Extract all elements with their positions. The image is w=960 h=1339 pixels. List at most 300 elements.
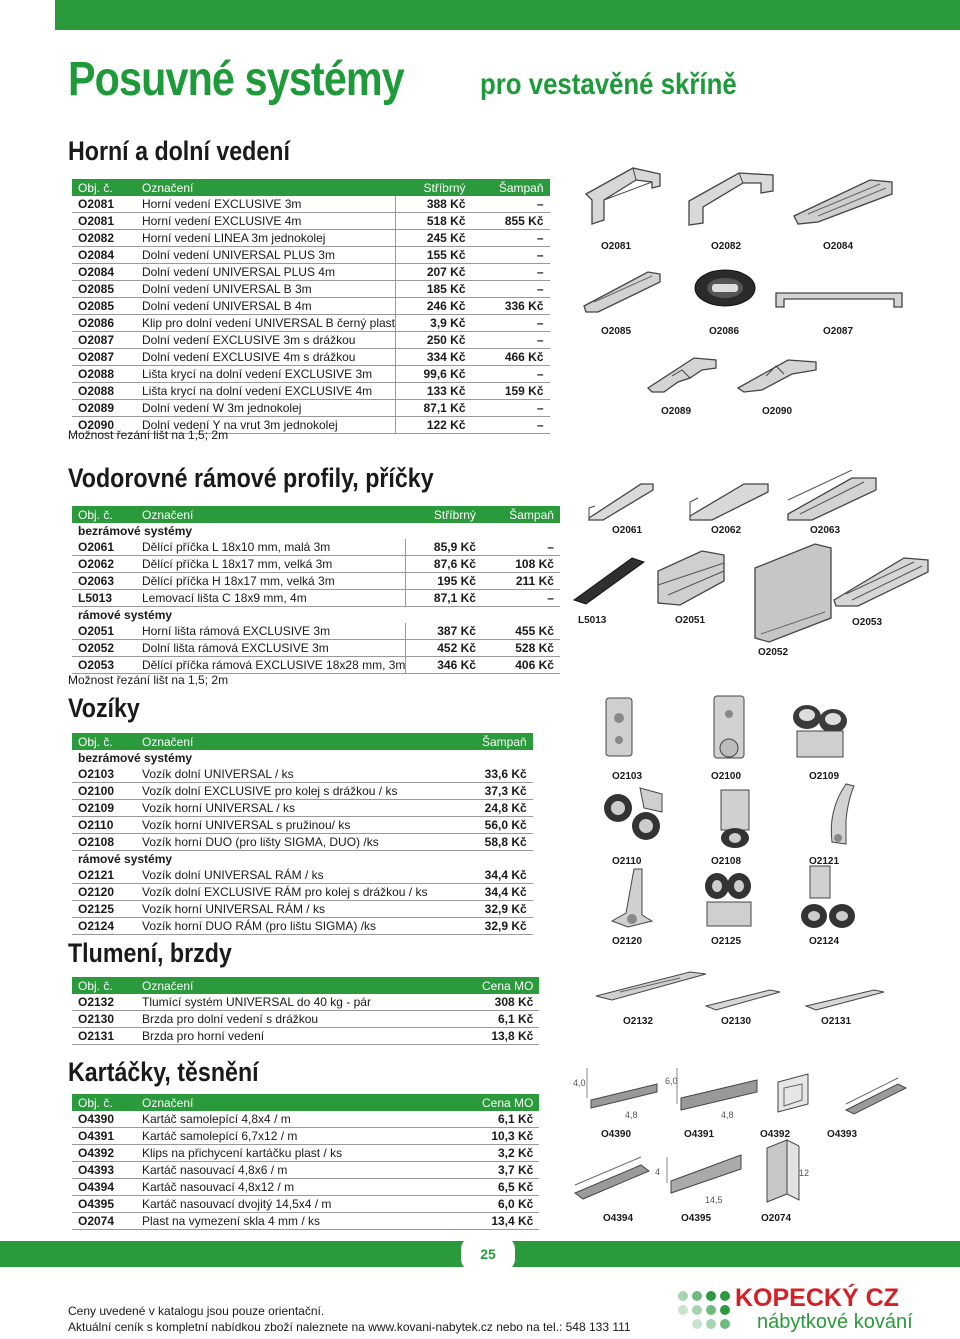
product-name: Dolní vedení EXCLUSIVE 4m s drážkou — [136, 349, 396, 366]
product-price: 406 Kč — [482, 657, 560, 674]
table-row — [72, 1111, 539, 1128]
product-image-O2121 — [810, 780, 865, 855]
guides-table — [72, 179, 550, 434]
profiles-table — [72, 506, 560, 674]
product-price: – — [482, 590, 560, 607]
product-code: O2085 — [72, 281, 136, 298]
product-code: O2063 — [72, 573, 136, 590]
product-name: Vozík horní UNIVERSAL RÁM / ks — [136, 901, 476, 918]
product-label: O2090 — [762, 406, 793, 417]
product-code: O2087 — [72, 332, 136, 349]
product-price: 6,0 Kč — [476, 1196, 539, 1213]
product-price: 387 Kč — [406, 623, 482, 640]
table-row — [72, 623, 560, 640]
product-price: 336 Kč — [472, 298, 550, 315]
product-price: 3,9 Kč — [396, 315, 472, 332]
product-label: O2084 — [823, 241, 854, 252]
product-price: 466 Kč — [472, 349, 550, 366]
product-label: O2132 — [623, 1016, 654, 1027]
column-header: Šampaň — [472, 179, 550, 196]
product-price: 6,1 Kč — [476, 1111, 539, 1128]
group-label: rámové systémy — [78, 608, 173, 622]
column-header: Označení — [136, 733, 476, 750]
product-price: – — [472, 247, 550, 264]
product-label: O2124 — [809, 936, 840, 947]
product-name: Klips na přichycení kartáčku plast / ks — [136, 1145, 476, 1162]
carriages-table — [72, 733, 533, 935]
product-price: 308 Kč — [476, 994, 539, 1011]
brushes-table — [72, 1094, 539, 1230]
product-price: 211 Kč — [482, 573, 560, 590]
table-row — [72, 884, 533, 901]
product-image-O2087 — [772, 285, 907, 315]
product-price: 32,9 Kč — [476, 901, 533, 918]
product-name: Dělící příčka H 18x17 mm, velká 3m — [136, 573, 406, 590]
product-price: 56,0 Kč — [476, 817, 533, 834]
group-label: bezrámové systémy — [78, 524, 193, 538]
product-image-O2052 — [745, 538, 835, 646]
table-row — [72, 783, 533, 800]
product-image-O2130 — [700, 982, 785, 1014]
table-row — [72, 1011, 539, 1028]
product-price: 6,5 Kč — [476, 1179, 539, 1196]
table-row — [72, 640, 560, 657]
brand-name: KOPECKÝ CZ — [735, 1284, 899, 1312]
product-price: 32,9 Kč — [476, 918, 533, 935]
product-label: O2051 — [675, 615, 706, 626]
product-label: O4393 — [827, 1129, 858, 1140]
product-image-O2100 — [700, 686, 760, 768]
product-name: Lemovací lišta C 18x9 mm, 4m — [136, 590, 406, 607]
product-price: 13,8 Kč — [476, 1028, 539, 1045]
table-row — [72, 230, 550, 247]
product-name: Vozík horní DUO RÁM (pro lištu SIGMA) /ks — [136, 918, 476, 935]
product-image-O2051 — [650, 545, 730, 613]
table-row — [72, 1196, 539, 1213]
product-label: O2130 — [721, 1016, 752, 1027]
dimension-label: 6,0 — [665, 1076, 678, 1086]
product-price: 455 Kč — [482, 623, 560, 640]
product-price: 85,9 Kč — [406, 539, 482, 556]
group-row — [72, 851, 533, 868]
column-header: Obj. č. — [72, 733, 136, 750]
product-code: O2089 — [72, 400, 136, 417]
product-price: 24,8 Kč — [476, 800, 533, 817]
product-code: O2088 — [72, 366, 136, 383]
product-price: – — [472, 281, 550, 298]
group-row — [72, 523, 560, 539]
product-label: O2087 — [823, 326, 854, 337]
column-header: Stříbrný — [396, 179, 472, 196]
product-price: 37,3 Kč — [476, 783, 533, 800]
product-price: 518 Kč — [396, 213, 472, 230]
product-name: Horní lišta rámová EXCLUSIVE 3m — [136, 623, 406, 640]
product-price: 13,4 Kč — [476, 1213, 539, 1230]
section-heading-brushes: Kartáčky, těsnění — [68, 1057, 259, 1087]
product-label: O4390 — [601, 1129, 632, 1140]
product-code: O2120 — [72, 884, 136, 901]
product-price: – — [472, 366, 550, 383]
table-row — [72, 196, 550, 213]
product-name: Dělící příčka L 18x17 mm, velká 3m — [136, 556, 406, 573]
product-image-O2124 — [790, 862, 865, 934]
product-code: O2109 — [72, 800, 136, 817]
product-label: O4391 — [684, 1129, 715, 1140]
product-name: Dolní lišta rámová EXCLUSIVE 3m — [136, 640, 406, 657]
column-header: Obj. č. — [72, 506, 136, 523]
product-image-O2125 — [695, 862, 765, 934]
product-name: Kartáč samolepící 4,8x4 / m — [136, 1111, 476, 1128]
table-row — [72, 332, 550, 349]
product-price: 155 Kč — [396, 247, 472, 264]
product-price: 246 Kč — [396, 298, 472, 315]
product-image-O2090 — [732, 348, 822, 398]
product-name: Vozík horní DUO (pro lišty SIGMA, DUO) /ks — [136, 834, 476, 851]
product-price: 185 Kč — [396, 281, 472, 298]
product-name: Vozík dolní EXCLUSIVE pro kolej s drážkou / ks — [136, 783, 476, 800]
product-image-O2103 — [598, 688, 643, 766]
product-code: O4394 — [72, 1179, 136, 1196]
product-name: Dolní vedení UNIVERSAL PLUS 3m — [136, 247, 396, 264]
product-price: 34,4 Kč — [476, 867, 533, 884]
table-row — [72, 1128, 539, 1145]
product-image-O2108 — [705, 784, 765, 854]
product-price: – — [472, 264, 550, 281]
product-price: – — [482, 539, 560, 556]
product-price: 346 Kč — [406, 657, 482, 674]
product-price: 245 Kč — [396, 230, 472, 247]
product-name: Dělící příčka rámová EXCLUSIVE 18x28 mm, 3m — [136, 657, 406, 674]
table-row — [72, 383, 550, 400]
product-code: O2084 — [72, 247, 136, 264]
product-label: O2110 — [612, 856, 642, 867]
product-image-O4394 — [565, 1145, 655, 1207]
section-heading-profiles: Vodorovné rámové profily, příčky — [68, 463, 434, 493]
product-name: Dolní vedení UNIVERSAL B 3m — [136, 281, 396, 298]
section-heading-guides: Horní a dolní vedení — [68, 136, 290, 166]
product-name: Dolní vedení UNIVERSAL PLUS 4m — [136, 264, 396, 281]
product-code: O2131 — [72, 1028, 136, 1045]
product-image-O4393 — [838, 1068, 913, 1123]
product-price: 195 Kč — [406, 573, 482, 590]
product-label: O4392 — [760, 1129, 791, 1140]
product-name: Horní vedení EXCLUSIVE 3m — [136, 196, 396, 213]
product-name: Kartáč nasouvací 4,8x6 / m — [136, 1162, 476, 1179]
product-label: O4395 — [681, 1213, 712, 1224]
product-image-O2062 — [682, 476, 777, 526]
product-image-O2084 — [788, 172, 898, 227]
dimension-label: 4,8 — [721, 1110, 734, 1120]
table-row — [72, 994, 539, 1011]
product-name: Plast na vymezení skla 4 mm / ks — [136, 1213, 476, 1230]
product-price: – — [472, 196, 550, 213]
product-image-O2063 — [782, 470, 882, 525]
product-name: Kartáč samolepící 6,7x12 / m — [136, 1128, 476, 1145]
product-image-O2061 — [583, 478, 663, 526]
product-code: O4391 — [72, 1128, 136, 1145]
table-header — [72, 733, 533, 750]
product-price: 528 Kč — [482, 640, 560, 657]
dimension-label: 4,8 — [625, 1110, 638, 1120]
product-label: O2063 — [810, 525, 841, 536]
dimension-label: 4,0 — [573, 1078, 586, 1088]
product-code: O2132 — [72, 994, 136, 1011]
column-header: Označení — [136, 506, 406, 523]
product-code: O2124 — [72, 918, 136, 935]
product-name: Brzda pro dolní vedení s drážkou — [136, 1011, 476, 1028]
product-image-O4390 — [565, 1060, 665, 1122]
product-image-O2109 — [785, 695, 855, 765]
table-row — [72, 400, 550, 417]
product-price: 133 Kč — [396, 383, 472, 400]
table-row — [72, 315, 550, 332]
product-name: Lišta krycí na dolní vedení EXCLUSIVE 4m — [136, 383, 396, 400]
product-code: O2121 — [72, 867, 136, 884]
table-row — [72, 766, 533, 783]
product-price: 159 Kč — [472, 383, 550, 400]
table-row — [72, 867, 533, 884]
product-name: Vozík horní UNIVERSAL / ks — [136, 800, 476, 817]
product-price: 388 Kč — [396, 196, 472, 213]
product-code: O4395 — [72, 1196, 136, 1213]
product-code: O4393 — [72, 1162, 136, 1179]
product-label: O2062 — [711, 525, 742, 536]
product-name: Dolní vedení UNIVERSAL B 4m — [136, 298, 396, 315]
table-row — [72, 817, 533, 834]
group-label: rámové systémy — [78, 852, 173, 866]
product-name: Vozík dolní UNIVERSAL RÁM / ks — [136, 867, 476, 884]
product-price: – — [472, 400, 550, 417]
product-label: O2052 — [758, 647, 789, 658]
column-header: Obj. č. — [72, 977, 136, 994]
product-image-O4395 — [655, 1135, 755, 1207]
product-image-O2074 — [755, 1132, 815, 1210]
product-code: O2088 — [72, 383, 136, 400]
product-price: 34,4 Kč — [476, 884, 533, 901]
product-label: O4394 — [603, 1213, 634, 1224]
product-code: O2090 — [72, 417, 136, 434]
product-code: O2130 — [72, 1011, 136, 1028]
product-price: – — [472, 230, 550, 247]
column-header: Cena MO — [476, 1094, 539, 1111]
column-header: Obj. č. — [72, 179, 136, 196]
product-image-L5013 — [568, 552, 653, 607]
dimension-label: 14,5 — [705, 1195, 723, 1205]
product-code: L5013 — [72, 590, 136, 607]
table-row — [72, 918, 533, 935]
product-price: 334 Kč — [396, 349, 472, 366]
product-label: O2081 — [601, 241, 632, 252]
product-price: 87,1 Kč — [406, 590, 482, 607]
product-name: Kartáč nasouvací 4,8x12 / m — [136, 1179, 476, 1196]
product-label: O2103 — [612, 771, 643, 782]
product-code: O2074 — [72, 1213, 136, 1230]
product-name: Klip pro dolní vedení UNIVERSAL B černý plast — [136, 315, 396, 332]
product-label: O2061 — [612, 525, 643, 536]
table-row — [72, 247, 550, 264]
product-label: O2131 — [821, 1016, 852, 1027]
cutting-note: Možnost řezání lišt na 1,5; 2m — [68, 673, 229, 687]
footer-disclaimer: Ceny uvedené v katalogu jsou pouze orientační. — [68, 1304, 325, 1318]
product-code: O2082 — [72, 230, 136, 247]
table-row — [72, 590, 560, 607]
table-header — [72, 506, 560, 523]
page-title: Posuvné systémy pro vestavěné skříně — [68, 53, 737, 106]
product-price: – — [472, 417, 550, 434]
product-price: 3,2 Kč — [476, 1145, 539, 1162]
product-label: O2108 — [711, 856, 742, 867]
column-header: Označení — [136, 1094, 476, 1111]
product-label: O2121 — [809, 856, 840, 867]
product-label: L5013 — [578, 615, 607, 626]
product-image-O2085 — [578, 262, 668, 317]
table-row — [72, 573, 560, 590]
column-header: Označení — [136, 977, 476, 994]
product-image-O2120 — [604, 865, 659, 935]
product-name: Dolní vedení W 3m jednokolej — [136, 400, 396, 417]
product-code: O2100 — [72, 783, 136, 800]
product-image-O2132 — [590, 966, 710, 1006]
product-code: O2062 — [72, 556, 136, 573]
table-row — [72, 1028, 539, 1045]
product-name: Dělící příčka L 18x10 mm, malá 3m — [136, 539, 406, 556]
product-price: 855 Kč — [472, 213, 550, 230]
product-image-O2110 — [600, 782, 670, 854]
product-price: 10,3 Kč — [476, 1128, 539, 1145]
product-name: Vozík dolní UNIVERSAL / ks — [136, 766, 476, 783]
product-label: O2074 — [761, 1213, 792, 1224]
product-price: 207 Kč — [396, 264, 472, 281]
table-row — [72, 1145, 539, 1162]
product-name: Vozík dolní EXCLUSIVE RÁM pro kolej s drážkou / ks — [136, 884, 476, 901]
cutting-note: Možnost řezání lišt na 1,5; 2m — [68, 428, 229, 442]
product-image-O4391 — [665, 1060, 765, 1122]
product-name: Brzda pro horní vedení — [136, 1028, 476, 1045]
table-row — [72, 556, 560, 573]
product-code: O2110 — [72, 817, 136, 834]
product-label: O2085 — [601, 326, 632, 337]
product-name: Kartáč nasouvací dvojitý 14,5x4 / m — [136, 1196, 476, 1213]
product-code: O2084 — [72, 264, 136, 281]
product-price: 33,6 Kč — [476, 766, 533, 783]
product-name: Horní vedení LINEA 3m jednokolej — [136, 230, 396, 247]
product-code: O2086 — [72, 315, 136, 332]
product-price: 3,7 Kč — [476, 1162, 539, 1179]
product-name: Tlumící systém UNIVERSAL do 40 kg - pár — [136, 994, 476, 1011]
brand-tagline: nábytkové kování — [757, 1311, 913, 1333]
product-code: O2052 — [72, 640, 136, 657]
product-code: O2081 — [72, 213, 136, 230]
product-code: O4392 — [72, 1145, 136, 1162]
column-header: Cena MO — [476, 977, 539, 994]
product-label: O2082 — [711, 241, 742, 252]
product-label: O2109 — [809, 771, 840, 782]
section-heading-carriages: Vozíky — [68, 693, 140, 723]
product-label: O2120 — [612, 936, 643, 947]
product-label: O2053 — [852, 617, 883, 628]
product-code: O2051 — [72, 623, 136, 640]
table-header — [72, 1094, 539, 1111]
table-row — [72, 264, 550, 281]
product-price: – — [472, 332, 550, 349]
dimension-label: 4 — [655, 1167, 661, 1177]
column-header: Šampaň — [476, 733, 533, 750]
product-code: O2125 — [72, 901, 136, 918]
product-name: Dolní vedení Y na vrut 3m jednokolej — [136, 417, 396, 434]
product-name: Vozík horní UNIVERSAL s pružinou/ ks — [136, 817, 476, 834]
product-price: 250 Kč — [396, 332, 472, 349]
product-name: Lišta krycí na dolní vedení EXCLUSIVE 3m — [136, 366, 396, 383]
product-image-O2053 — [828, 548, 933, 608]
product-price: 122 Kč — [396, 417, 472, 434]
product-image-O4392 — [768, 1068, 828, 1123]
product-code: O2103 — [72, 766, 136, 783]
table-row — [72, 1162, 539, 1179]
product-code: O2061 — [72, 539, 136, 556]
product-price: 452 Kč — [406, 640, 482, 657]
column-header: Šampaň — [482, 506, 560, 523]
group-row — [72, 607, 560, 624]
section-heading-dampers: Tlumení, brzdy — [68, 938, 232, 968]
product-image-O2086 — [690, 262, 760, 310]
product-code: O2053 — [72, 657, 136, 674]
table-header — [72, 977, 539, 994]
dampers-table — [72, 977, 539, 1045]
page-subtitle: pro vestavěné skříně — [480, 68, 737, 101]
table-row — [72, 901, 533, 918]
product-label: O2100 — [711, 771, 742, 782]
product-price: 99,6 Kč — [396, 366, 472, 383]
column-header: Označení — [136, 179, 396, 196]
product-code: O4390 — [72, 1111, 136, 1128]
product-code: O2085 — [72, 298, 136, 315]
product-price: 87,6 Kč — [406, 556, 482, 573]
table-row — [72, 349, 550, 366]
group-row — [72, 750, 533, 766]
product-label: O2086 — [709, 326, 740, 337]
logo-dots-icon — [675, 1288, 735, 1332]
product-image-O2089 — [642, 348, 722, 398]
product-image-O2082 — [683, 165, 778, 230]
table-row — [72, 1179, 539, 1196]
dimension-label: 12 — [799, 1168, 810, 1178]
table-row — [72, 800, 533, 817]
product-price: 58,8 Kč — [476, 834, 533, 851]
page-number: 25 — [461, 1237, 515, 1271]
column-header: Stříbrný — [406, 506, 482, 523]
product-image-O2131 — [800, 982, 890, 1014]
group-label: bezrámové systémy — [78, 751, 193, 765]
product-price: 87,1 Kč — [396, 400, 472, 417]
table-row — [72, 539, 560, 556]
product-code: O2087 — [72, 349, 136, 366]
footer-contact: Aktuální ceník s kompletní nabídkou zboží naleznete na www.kovani-nabytek.cz nebo na tel.: 548 133 111 — [68, 1320, 631, 1334]
product-name: Horní vedení EXCLUSIVE 4m — [136, 213, 396, 230]
product-image-O2081 — [578, 160, 668, 230]
product-label: O2089 — [661, 406, 692, 417]
product-price: 108 Kč — [482, 556, 560, 573]
product-code: O2108 — [72, 834, 136, 851]
table-row — [72, 213, 550, 230]
product-price: – — [472, 315, 550, 332]
product-price: 6,1 Kč — [476, 1011, 539, 1028]
table-row — [72, 298, 550, 315]
column-header: Obj. č. — [72, 1094, 136, 1111]
table-row — [72, 366, 550, 383]
top-green-bar — [55, 0, 960, 30]
product-label: O2125 — [711, 936, 742, 947]
table-row — [72, 657, 560, 674]
